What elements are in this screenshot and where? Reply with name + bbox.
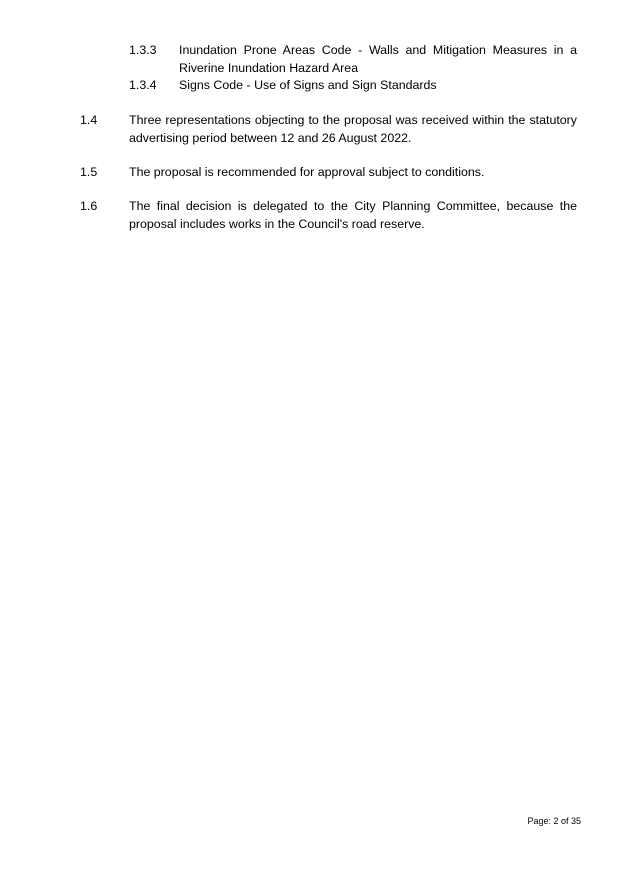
paragraph-1-4 <box>80 111 577 147</box>
item-number: 1.3.4 <box>129 78 157 92</box>
paragraph-number: 1.4 <box>80 113 98 127</box>
paragraph-1-5 <box>80 163 577 181</box>
item-number: 1.3.3 <box>129 43 157 57</box>
paragraph-number: 1.6 <box>80 199 98 213</box>
page-number-footer: Page: 2 of 35 <box>527 816 581 826</box>
item-text: Inundation Prone Areas Code - Walls and Mitigation Measures in a Riverine Inundation Hazard Area <box>179 43 577 75</box>
paragraph-text: The proposal is recommended for approval subject to conditions. <box>129 165 485 179</box>
paragraph-1-6 <box>80 197 577 233</box>
list-item-1-3-3 <box>129 41 577 77</box>
paragraph-text: Three representations objecting to the proposal was received within the statutory advertising period between 12 and 26 August 2022. <box>129 113 577 145</box>
item-text: Signs Code - Use of Signs and Sign Standards <box>179 78 437 92</box>
paragraph-number: 1.5 <box>80 165 98 179</box>
list-item-1-3-4 <box>129 76 577 94</box>
paragraph-text: The final decision is delegated to the City Planning Committee, because the proposal includes works in the Council's road reserve. <box>129 199 577 231</box>
